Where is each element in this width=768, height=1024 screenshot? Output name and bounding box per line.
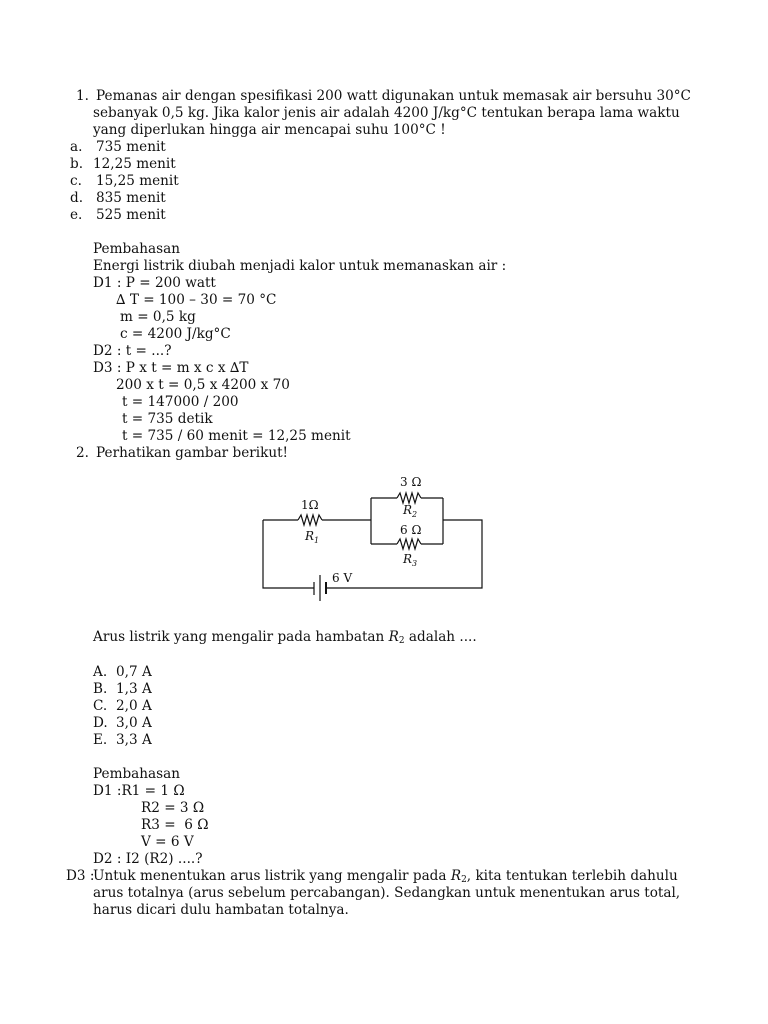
resistor-r1 xyxy=(298,515,322,525)
q2-discussion-title: Pembahasan xyxy=(93,766,180,782)
q1-discussion-line: m = 0,5 kg xyxy=(120,309,196,325)
q1-discussion-line: c = 4200 J/kg°C xyxy=(120,326,231,342)
q2-option-b-letter: B. xyxy=(93,681,108,697)
q1-option-e: 525 menit xyxy=(96,207,166,223)
q2-d1-line: D1 :R1 = 1 Ω xyxy=(93,783,185,799)
q1-discussion-line: t = 147000 / 200 xyxy=(122,394,239,410)
r1-label: $R_1$ xyxy=(305,529,320,545)
q1-discussion-line: t = 735 / 60 menit = 12,25 menit xyxy=(122,428,351,444)
q2-question: Arus listrik yang mengalir pada hambatan $R_2$ adalah .... xyxy=(93,629,477,646)
q2-d3-line-1: Untuk menentukan arus listrik yang mengalir pada $R_2$, kita tentukan terlebih dahulu xyxy=(93,868,678,885)
q2-option-d-letter: D. xyxy=(93,715,108,731)
q1-number: 1. xyxy=(76,88,89,104)
q1-discussion-line: Energi listrik diubah menjadi kalor untuk memanaskan air : xyxy=(93,258,507,274)
resistor-r2 xyxy=(397,493,421,503)
q1-option-b-letter: b. xyxy=(70,156,84,172)
q2-option-c: 2,0 A xyxy=(116,698,152,714)
q1-option-d-letter: d. xyxy=(70,190,84,206)
q2-d3-line-2: arus totalnya (arus sebelum percabangan). Sedangkan untuk menentukan arus total, xyxy=(93,885,681,901)
r2-label: $R_2$ xyxy=(403,503,418,519)
r2-value: 3 Ω xyxy=(400,475,422,489)
q1-option-d: 835 menit xyxy=(96,190,166,206)
q2-option-b: 1,3 A xyxy=(116,681,152,697)
q2-option-e-letter: E. xyxy=(93,732,108,748)
q1-text-line-2: sebanyak 0,5 kg. Jika kalor jenis air adalah 4200 J/kg°C tentukan berapa lama waktu xyxy=(93,105,680,121)
q1-option-a-letter: a. xyxy=(70,139,83,155)
q1-option-c-letter: c. xyxy=(70,173,82,189)
q1-text-line-3: yang diperlukan hingga air mencapai suhu 100°C ! xyxy=(93,122,446,138)
q2-d3-line-3: harus dicari dulu hambatan totalnya. xyxy=(93,902,349,918)
q2-d1-line: V = 6 V xyxy=(141,834,194,850)
q2-option-e: 3,3 A xyxy=(116,732,152,748)
q2-d2-line: D2 : I2 (R2) ....? xyxy=(93,851,203,867)
q1-discussion-line: D2 : t = ...? xyxy=(93,343,172,359)
q2-d1-line: R3 = 6 Ω xyxy=(141,817,209,833)
resistor-r3 xyxy=(397,539,421,549)
q2-d1-line: R2 = 3 Ω xyxy=(141,800,205,816)
q1-discussion-line: D1 : P = 200 watt xyxy=(93,275,216,291)
q1-discussion-line: 200 x t = 0,5 x 4200 x 70 xyxy=(116,377,290,393)
q1-option-e-letter: e. xyxy=(70,207,83,223)
q1-discussion-line: D3 : P x t = m x c x ∆T xyxy=(93,360,249,376)
q2-option-a: 0,7 A xyxy=(116,664,152,680)
q2-d3-label: D3 : xyxy=(66,868,95,884)
q1-discussion-line: ∆ T = 100 – 30 = 70 °C xyxy=(116,292,277,308)
q2-option-d: 3,0 A xyxy=(116,715,152,731)
q1-option-c: 15,25 menit xyxy=(96,173,179,189)
q1-discussion-line: t = 735 detik xyxy=(122,411,213,427)
q1-option-b: 12,25 menit xyxy=(93,156,176,172)
r3-label: $R_3$ xyxy=(403,552,418,568)
q1-discussion-title: Pembahasan xyxy=(93,241,180,257)
q2-option-a-letter: A. xyxy=(93,664,108,680)
q1-text-line-1: Pemanas air dengan spesifikasi 200 watt digunakan untuk memasak air bersuhu 30°C xyxy=(96,88,691,104)
r3-value: 6 Ω xyxy=(400,523,422,537)
q2-prompt: Perhatikan gambar berikut! xyxy=(96,445,288,461)
r1-value: 1Ω xyxy=(301,498,319,512)
circuit-diagram xyxy=(258,470,490,605)
q1-option-a: 735 menit xyxy=(96,139,166,155)
q2-number: 2. xyxy=(76,445,89,461)
q2-option-c-letter: C. xyxy=(93,698,108,714)
battery-label: 6 V xyxy=(332,571,353,585)
